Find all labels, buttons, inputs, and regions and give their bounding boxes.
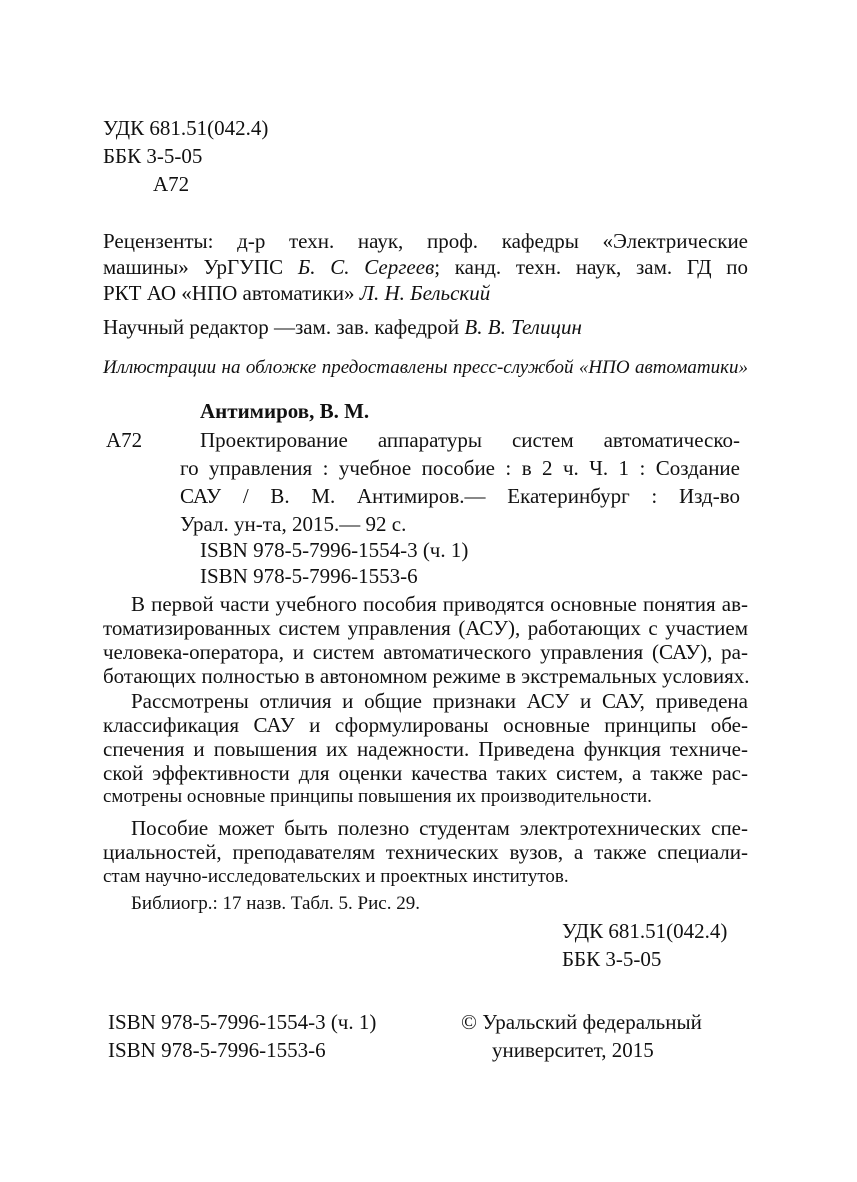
editor-name: В. В. Телицин <box>464 315 582 339</box>
bbk-code-right: ББК 3-5-05 <box>562 947 662 971</box>
entry-title-line: САУ / В. М. Антимиров.— Екатеринбург : Изд-во <box>180 484 740 508</box>
entry-isbn-1: ISBN 978-5-7996-1554-3 (ч. 1) <box>200 538 469 562</box>
editor-text: Научный редактор —зам. зав. кафедрой <box>103 315 465 339</box>
abstract-line: смотрены основные принципы повышения их производительности. <box>103 786 652 807</box>
reviewers-text: ; канд. техн. наук, зам. ГД по <box>434 255 748 279</box>
illustrations-note: Иллюстрации на обложке предоставлены пресс-службой «НПО автоматики» <box>103 357 748 378</box>
abstract-line: В первой части учебного пособия приводятся основные понятия ав- <box>131 592 748 616</box>
reviewers-line-3 <box>103 280 490 306</box>
reviewer-name-2: Л. Н. Бельский <box>359 281 491 305</box>
entry-author: Антимиров, В. М. <box>200 399 370 423</box>
udk-code: УДК 681.51(042.4) <box>103 116 269 140</box>
entry-title-line: Урал. ун-та, 2015.— 92 с. <box>180 512 407 536</box>
reviewers-text: РКТ АО «НПО автоматики» <box>103 281 360 305</box>
scientific-editor <box>103 314 582 340</box>
abstract-line: Пособие может быть полезно студентам электротехнических спе- <box>131 816 748 840</box>
reviewers-line-1: Рецензенты: д-р техн. наук, проф. кафедры «Электрические <box>103 229 748 253</box>
footer-isbn-2: ISBN 978-5-7996-1553-6 <box>108 1038 326 1062</box>
abstract-line: циальностей, преподавателям технических вузов, а также специали- <box>103 840 748 864</box>
abstract-line: стам научно-исследовательских и проектных институтов. <box>103 866 569 887</box>
entry-isbn-2: ISBN 978-5-7996-1553-6 <box>200 564 418 588</box>
abstract-line: классификация САУ и сформулированы основные принципы обе- <box>103 713 748 737</box>
entry-mark: А72 <box>106 428 143 452</box>
entry-title-line: Проектирование аппаратуры систем автоматическо- <box>200 428 740 452</box>
bbk-code: ББК 3-5-05 <box>103 144 203 168</box>
abstract-line: ской эффективности для оценки качества таких систем, а также рас- <box>103 761 748 785</box>
footer-isbn-1: ISBN 978-5-7996-1554-3 (ч. 1) <box>108 1010 377 1034</box>
abstract-line: Рассмотрены отличия и общие признаки АСУ и САУ, приведена <box>131 689 748 713</box>
abstract-line: томатизированных систем управления (АСУ), работающих с участием <box>103 616 748 640</box>
abstract-line: человека-оператора, и систем автоматического управления (САУ), ра- <box>103 640 748 664</box>
copyright-line-1: © Уральский федеральный <box>461 1010 702 1034</box>
entry-title-line: го управления : учебное пособие : в 2 ч. Ч. 1 : Создание <box>180 456 740 480</box>
author-mark: А72 <box>153 172 190 196</box>
reviewers-text: машины» УрГУПС <box>103 255 298 279</box>
abstract-line: ботающих полностью в автономном режиме в экстремальных условиях. <box>103 664 750 688</box>
udk-code-right: УДК 681.51(042.4) <box>562 919 728 943</box>
abstract-line: спечения и повышения их надежности. Приведена функция техниче- <box>103 737 748 761</box>
bibliography-info: Библиогр.: 17 назв. Табл. 5. Рис. 29. <box>131 893 420 914</box>
reviewers-line-2 <box>103 254 748 280</box>
copyright-line-2: университет, 2015 <box>492 1038 654 1062</box>
reviewer-name-1: Б. С. Сергеев <box>297 255 435 279</box>
